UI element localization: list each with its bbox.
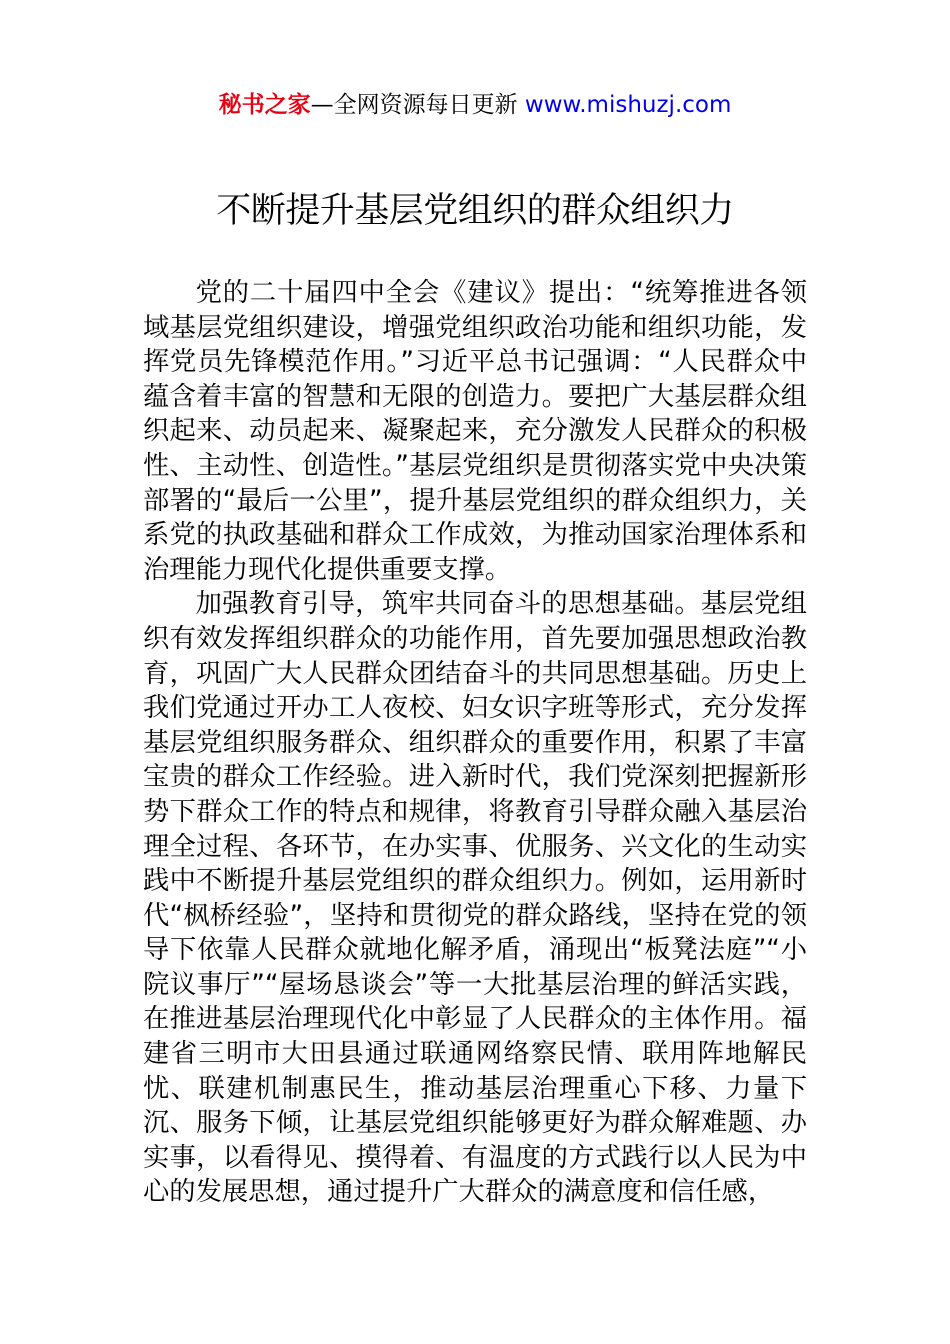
article-body (143, 276, 807, 1210)
paragraph: 党的二十届四中全会《建议》提出：“统筹推进各领域基层党组织建设，增强党组织政治功能和组织功能，发挥党员先锋模范作用。”习近平总书记强调：“人民群众中蕴含着丰富的智慧和无限的创造力。要把广大基层群众组织起来、动员起来、凝聚起来，充分激发人民群众的积极性、主动性、创造性。”基层党组织是贯彻落实党中央决策部署的“最后一公里”，提升基层党组织的群众组织力，关系党的执政基础和群众工作成效，为推动国家治理体系和治理能力现代化提供重要支撑。 (143, 278, 807, 585)
site-tagline: —全网资源每日更新 (310, 92, 518, 118)
brand-name: 秘书之家 (218, 92, 311, 118)
site-url-link[interactable]: www.mishuzj.com (524, 92, 732, 118)
paragraph: 加强教育引导，筑牢共同奋斗的思想基础。基层党组织有效发挥组织群众的功能作用，首先要加强思想政治教育，巩固广大人民群众团结奋斗的共同思想基础。历史上我们党通过开办工人夜校、妇女识字班等形式，充分发挥基层党组织服务群众、组织群众的重要作用，积累了丰富宝贵的群众工作经验。进入新时代，我们党深刻把握新形势下群众工作的特点和规律，将教育引导群众融入基层治理全过程、各环节，在办实事、优服务、兴文化的生动实践中不断提升基层党组织的群众组织力。例如，运用新时代“枫桥经验”，坚持和贯彻党的群众路线，坚持在党的领导下依靠人民群众就地化解矛盾，涌现出“板凳法庭”“小院议事厅”“屋场恳谈会”等一大批基层治理的鲜活实践，在推进基层治理现代化中彰显了人民群众的主体作用。福建省三明市大田县通过联通网络察民情、联用阵地解民忧、联建机制惠民生，推动基层治理重心下移、力量下沉、服务下倾，让基层党组织能够更好为群众解难题、办实事，以看得见、摸得着、有温度的方式践行以人民为中心的发展思想，通过提升广大群众的满意度和信任感， (143, 589, 807, 1208)
article-title: 不断提升基层党组织的群众组织力 (216, 191, 734, 231)
site-header (0, 88, 950, 122)
